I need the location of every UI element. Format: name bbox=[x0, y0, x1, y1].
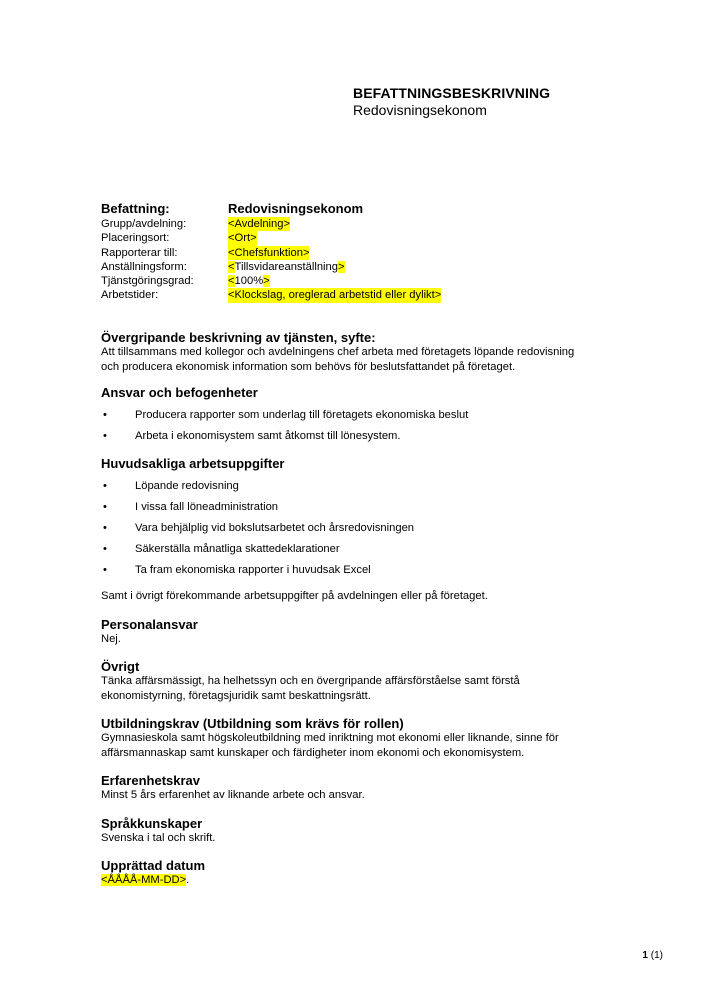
list-item bbox=[101, 563, 414, 584]
page-current: 1 bbox=[642, 950, 648, 961]
list-item-text: Löpande redovisning bbox=[135, 480, 239, 492]
bullet-icon: • bbox=[103, 522, 107, 534]
section-text-education bbox=[101, 731, 621, 760]
section-heading-tasks: Huvudsakliga arbetsuppgifter bbox=[101, 456, 285, 471]
text-line: affärsmannaskap samt kunskaper och färdigheter inom ekonomi och ekonomisystem. bbox=[101, 746, 525, 759]
info-row-employment-form bbox=[101, 260, 441, 274]
info-label: Grupp/avdelning: bbox=[101, 218, 187, 230]
page-total: (1) bbox=[650, 950, 663, 961]
responsibility-list bbox=[101, 408, 468, 450]
tasks-footer-text: Samt i övrigt förekommande arbetsuppgifter på avdelningen eller på företaget. bbox=[101, 590, 488, 602]
list-item-text: Producera rapporter som underlag till företagets ekonomiska beslut bbox=[135, 409, 469, 421]
info-value: Redovisningsekonom bbox=[228, 201, 364, 216]
info-label: Anställningsform: bbox=[101, 260, 187, 273]
info-label: Tjänstgöringsgrad: bbox=[101, 275, 194, 288]
placeholder-field: <Avdelning> bbox=[228, 218, 291, 230]
list-item-text: Vara behjälplig vid bokslutsarbetet och årsredovisningen bbox=[135, 522, 415, 534]
section-text-date bbox=[101, 873, 621, 888]
list-item-text: Säkerställa månatliga skattedeklarationer bbox=[135, 543, 340, 555]
text-line: Gymnasieskola samt högskoleutbildning med inriktning mot ekonomi eller liknande, sinne för bbox=[101, 732, 559, 744]
section-heading-experience: Erfarenhetskrav bbox=[101, 773, 200, 788]
document-title: BEFATTNINGSBESKRIVNING bbox=[353, 85, 551, 101]
text-line: Att tillsammans med kollegor och avdelningens chef arbeta med företagets löpande redovisning bbox=[101, 346, 575, 358]
info-row-working-hours bbox=[101, 288, 441, 302]
list-item bbox=[101, 500, 414, 521]
placeholder-field: <Chefsfunktion> bbox=[228, 246, 310, 259]
placeholder-field: <Ort> bbox=[228, 232, 257, 245]
date-suffix: . bbox=[186, 874, 190, 886]
text-line: ekonomistyrning, företagsjuridik samt beskattningsrätt. bbox=[101, 689, 371, 702]
section-heading-language: Språkkunskaper bbox=[101, 816, 203, 831]
info-row-reports-to bbox=[101, 246, 441, 260]
list-item-text: Ta fram ekonomiska rapporter i huvudsak Excel bbox=[135, 564, 371, 576]
section-text-purpose bbox=[101, 345, 661, 374]
list-item-text: Arbeta i ekonomisystem samt åtkomst till lönesystem. bbox=[135, 430, 401, 442]
list-item bbox=[101, 429, 468, 450]
position-info-table bbox=[101, 201, 441, 303]
section-text-other bbox=[101, 674, 621, 703]
placeholder-field: <Klockslag, oreglerad arbetstid eller dylikt> bbox=[228, 289, 442, 302]
section-heading-education: Utbildningskrav (Utbildning som krävs för rollen) bbox=[101, 716, 404, 731]
bullet-icon: • bbox=[103, 409, 107, 421]
text-line: och producera ekonomisk information som behövs för beslutsfattandet på företaget. bbox=[101, 360, 516, 373]
info-row-position bbox=[101, 201, 441, 217]
list-item bbox=[101, 521, 414, 542]
bullet-icon: • bbox=[103, 564, 107, 576]
section-heading-other: Övrigt bbox=[101, 659, 140, 674]
info-label: Placeringsort: bbox=[101, 232, 170, 245]
info-value bbox=[228, 260, 345, 274]
bullet-icon: • bbox=[103, 430, 107, 442]
list-item-text: I vissa fall löneadministration bbox=[135, 501, 279, 513]
section-text-staff: Nej. bbox=[101, 633, 121, 645]
info-value-text: 100% bbox=[234, 275, 264, 288]
info-row-location bbox=[101, 231, 441, 245]
bullet-icon: • bbox=[103, 543, 107, 555]
list-item bbox=[101, 542, 414, 563]
page-number bbox=[642, 950, 663, 961]
info-value-text: Tillsvidareanställning bbox=[234, 260, 338, 273]
text-line: Tänka affärsmässigt, ha helhetssyn och en övergripande affärsförståelse samt förstå bbox=[101, 675, 520, 687]
list-item bbox=[101, 479, 414, 500]
info-row-service-rate bbox=[101, 274, 441, 288]
bullet-icon: • bbox=[103, 480, 107, 492]
section-heading-responsibility: Ansvar och befogenheter bbox=[101, 385, 258, 400]
document-subtitle: Redovisningsekonom bbox=[353, 102, 487, 118]
info-row-department bbox=[101, 217, 441, 231]
list-item bbox=[101, 408, 468, 429]
section-heading-date: Upprättad datum bbox=[101, 858, 205, 873]
section-text-language: Svenska i tal och skrift. bbox=[101, 832, 216, 844]
info-value bbox=[228, 274, 270, 288]
bullet-icon: • bbox=[103, 501, 107, 513]
info-label: Arbetstider: bbox=[101, 289, 159, 302]
highlight-bracket: < bbox=[228, 275, 235, 288]
section-text-experience: Minst 5 års erfarenhet av liknande arbete och ansvar. bbox=[101, 789, 365, 801]
highlight-bracket: > bbox=[337, 260, 345, 273]
section-heading-purpose: Övergripande beskrivning av tjänsten, syfte: bbox=[101, 330, 376, 345]
section-heading-staff: Personalansvar bbox=[101, 617, 198, 632]
highlight-bracket: > bbox=[263, 275, 270, 288]
placeholder-date: <ÅÅÅÅ-MM-DD> bbox=[101, 874, 187, 886]
tasks-list bbox=[101, 479, 414, 584]
info-label: Befattning: bbox=[101, 201, 170, 216]
info-label: Rapporterar till: bbox=[101, 246, 178, 259]
highlight-bracket: < bbox=[228, 260, 235, 273]
